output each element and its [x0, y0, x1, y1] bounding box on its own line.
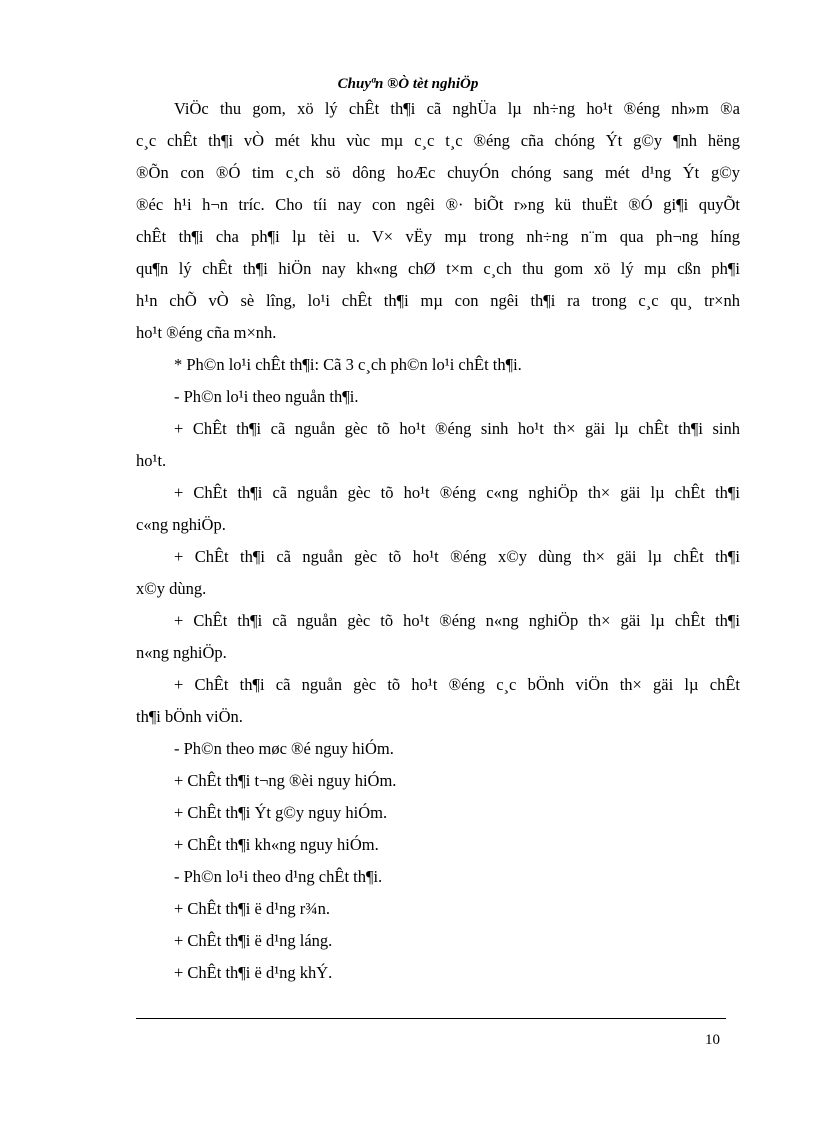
paragraph-line: c¸c chÊt th¶i vÒ mét khu vùc mµ c¸c t¸c ®éng cña chóng Ýt g©y ¶nh hëng — [136, 131, 740, 150]
list-item: - Ph©n theo møc ®é nguy hiÓm. — [174, 739, 394, 758]
list-item: + ChÊt th¶i ë d¹ng khÝ. — [174, 963, 333, 982]
list-item: - Ph©n lo¹i theo d¹ng chÊt th¶i. — [174, 867, 383, 886]
footer-rule — [136, 1018, 726, 1019]
list-item: + ChÊt th¶i kh«ng nguy hiÓm. — [174, 835, 379, 854]
document-body — [136, 93, 740, 989]
paragraph-line: ViÖc thu gom, xö lý chÊt th¶i cã nghÜa lµ nh÷ng ho¹t ®éng nh»m ®a — [174, 99, 740, 118]
list-item: + ChÊt th¶i cã nguån gèc tõ ho¹t ®éng c¸c bÖnh viÖn th× gäi lµ chÊt — [174, 675, 740, 694]
list-item: - Ph©n lo¹i theo nguån th¶i. — [174, 387, 359, 406]
list-item-continuation: th¶i bÖnh viÖn. — [136, 707, 243, 726]
list-item-continuation: ho¹t. — [136, 451, 167, 470]
paragraph-line: h¹n chÕ vÒ sè lîng, lo¹i chÊt th¶i mµ con ngêi th¶i ra trong c¸c qu¸ tr×nh — [136, 291, 740, 310]
list-item: + ChÊt th¶i cã nguån gèc tõ ho¹t ®éng n«ng nghiÖp th× gäi lµ chÊt th¶i — [174, 611, 740, 630]
paragraph-line: ®Õn con ®Ó tim c¸ch sö dông hoÆc chuyÓn chóng sang mét d¹ng Ýt g©y — [136, 163, 740, 182]
list-item: + ChÊt th¶i cã nguån gèc tõ ho¹t ®éng sinh ho¹t th× gäi lµ chÊt th¶i sinh — [174, 419, 740, 438]
list-item-continuation: n«ng nghiÖp. — [136, 643, 227, 662]
list-item: + ChÊt th¶i Ýt g©y nguy hiÓm. — [174, 803, 388, 822]
paragraph-line: qu¶n lý chÊt th¶i hiÖn nay kh«ng chØ t×m c¸ch thu gom xö lý mµ cßn ph¶i — [136, 259, 740, 278]
list-item: + ChÊt th¶i ë d¹ng r¾n. — [174, 899, 331, 918]
list-item: + ChÊt th¶i ë d¹ng láng. — [174, 931, 333, 950]
list-item: + ChÊt th¶i cã nguån gèc tõ ho¹t ®éng c«ng nghiÖp th× gäi lµ chÊt th¶i — [174, 483, 740, 502]
page-header: Chuyªn ®Ò tèt nghiÖp — [337, 76, 479, 92]
list-item: + ChÊt th¶i cã nguån gèc tõ ho¹t ®éng x©y dùng th× gäi lµ chÊt th¶i — [174, 547, 740, 566]
list-item-continuation: c«ng nghiÖp. — [136, 515, 226, 534]
list-item-continuation: x©y dùng. — [136, 579, 207, 598]
page-number: 10 — [705, 1032, 720, 1048]
paragraph-line: chÊt th¶i cha ph¶i lµ tèi u. V× vËy mµ trong nh÷ng n¨m qua ph¬ng híng — [136, 227, 740, 246]
classification-heading: * Ph©n lo¹i chÊt th¶i: Cã 3 c¸ch ph©n lo¹i chÊt th¶i. — [174, 355, 522, 374]
paragraph-line: ®éc h¹i h¬n tríc. Cho tíi nay con ngêi ®· biÕt r»ng kü thuËt ®Ó gi¶i quyÕt — [136, 195, 740, 214]
paragraph-line: ho¹t ®éng cña m×nh. — [136, 323, 277, 342]
list-item: + ChÊt th¶i t¬ng ®èi nguy hiÓm. — [174, 771, 397, 790]
